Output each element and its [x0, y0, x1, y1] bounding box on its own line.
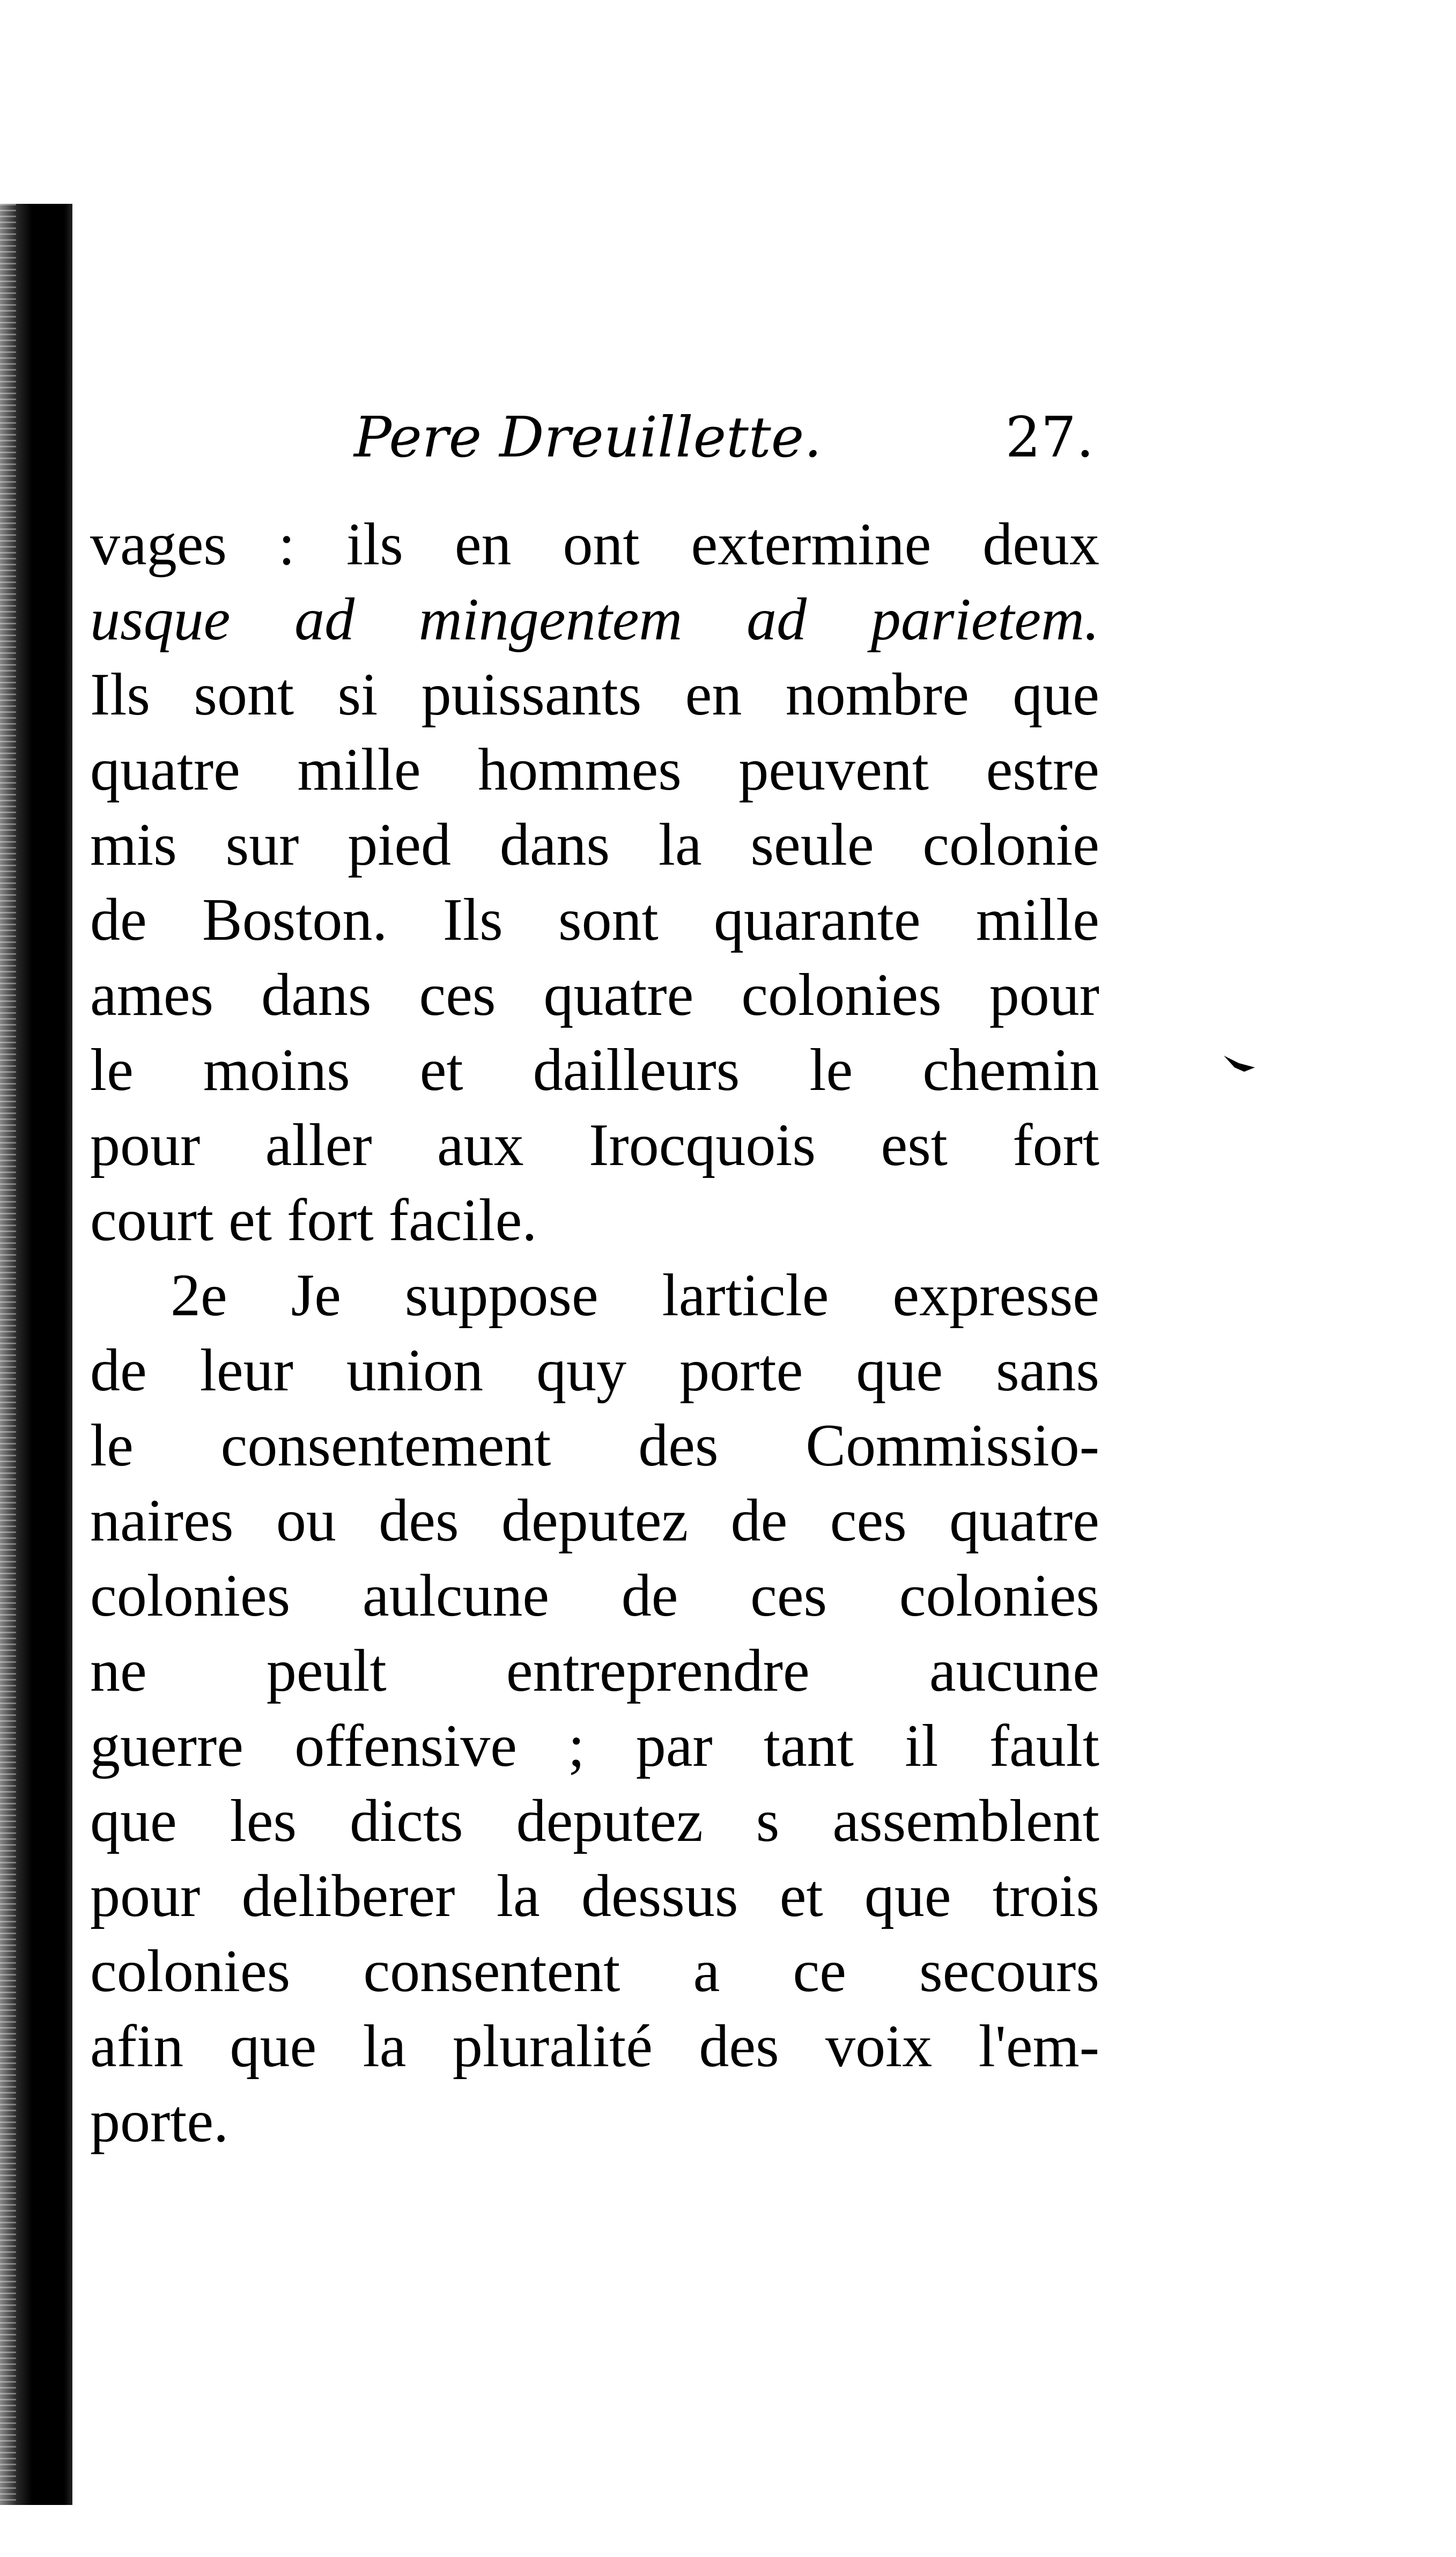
text-line: Ils sont si puissants en nombre que: [90, 661, 1099, 728]
text-line: 2e Je suppose larticle expresse: [171, 1262, 1099, 1329]
text-line: ames dans ces quatre colonies pour: [90, 962, 1099, 1028]
text-line: ne peult entreprendre aucune: [90, 1638, 1099, 1704]
page-number: 27.: [1005, 404, 1094, 470]
text-line: le moins et dailleurs le chemin: [90, 1037, 1099, 1103]
text-line: que les dicts deputez s assemblent: [90, 1788, 1099, 1854]
text-line: colonies consentent a ce secours: [90, 1938, 1099, 2005]
stray-mark: [1223, 1051, 1266, 1084]
text-line: guerre offensive ; par tant il fault: [90, 1713, 1099, 1779]
binding-speckle: [0, 204, 16, 2505]
body-text: [90, 507, 1099, 2159]
text-line: pour aller aux Irocquois est fort: [90, 1112, 1099, 1178]
text-line: afin que la pluralité des voix l'em-: [90, 2013, 1099, 2080]
running-title: Pere Dreuillette.: [354, 404, 822, 470]
text-line: de Boston. Ils sont quarante mille: [90, 887, 1099, 953]
running-head: [354, 400, 1094, 475]
text-line: de leur union quy porte que sans: [90, 1337, 1099, 1404]
text-line: porte.: [90, 2088, 229, 2155]
text-line: colonies aulcune de ces colonies: [90, 1563, 1099, 1629]
text-line: quatre mille hommes peuvent estre: [90, 736, 1099, 803]
text-line: usque ad mingentem ad parietem.: [90, 586, 1099, 653]
text-line: naires ou des deputez de ces quatre: [90, 1487, 1099, 1554]
text-line: pour deliberer la dessus et que trois: [90, 1863, 1099, 1929]
text-line: mis sur pied dans la seule colonie: [90, 812, 1099, 878]
text-line: le consentement des Commissio-: [90, 1412, 1099, 1479]
text-line: court et fort facile.: [90, 1187, 537, 1254]
text-line: vages : ils en ont extermine deux: [90, 511, 1099, 578]
